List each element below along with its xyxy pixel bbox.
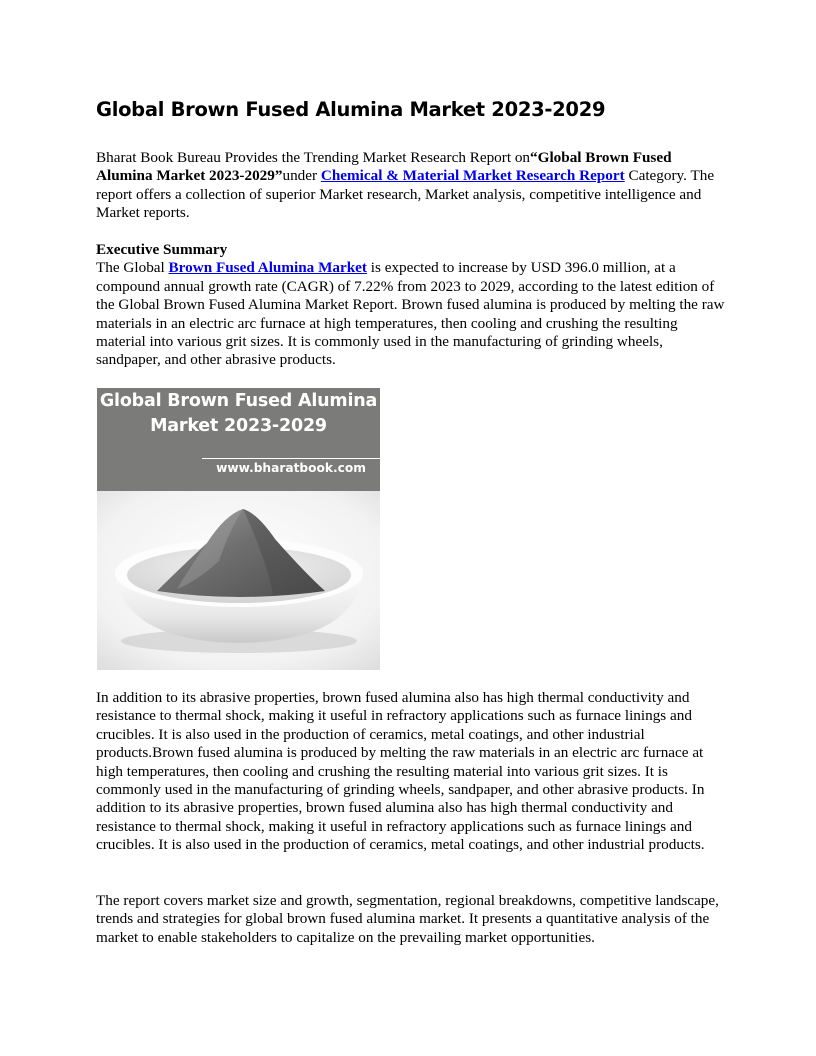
figure-title-line2: Market 2023-2029 [150,416,327,436]
executive-summary-heading: Executive Summary [96,241,228,258]
paragraph-report-coverage: The report covers market size and growth, segmentation, regional breakdowns, competitive landscape, trends and strategies for global brown fused alumina market. It presents a quantitative analysis of the market to enable stakeholders to capitalize on the prevailing market opportunities. [96,892,719,946]
category-link[interactable]: Chemical & Material Market Research Report [320,167,625,185]
market-link[interactable]: Brown Fused Alumina Market [168,259,367,277]
summary-text-rest: is expected to increase by USD 396.0 million, at a compound annual growth rate (CAGR) of 7.22% from 2023 to 2029, according to the latest edition of the Global Brown Fused Alumina Market Report. Brown fused alumina is produced by melting the raw materials in an electric arc furnace at high temperatures, then cooling and crushing the resulting material into various grit sizes. It is commonly used in the manufacturing of grinding wheels, sandpaper, and other abrasive products. [96,259,725,369]
figure-title [97,388,380,439]
figure-title-line1: Global Brown Fused Alumina [99,391,378,411]
intro-text-under: under [282,167,321,185]
page-title: Global Brown Fused Alumina Market 2023-2029 [96,98,606,121]
report-cover-image [97,388,380,670]
executive-summary-paragraph [96,241,726,370]
summary-text-start: The Global [96,259,169,277]
intro-text: Bharat Book Bureau Provides the Trending Market Research Report on [96,149,531,166]
intro-report-title: “Global Brown Fused Alumina Market 2023-2029” [96,149,672,185]
powder-bowl-photo [97,491,380,670]
figure-divider [202,458,380,459]
intro-text-rest: Category. The report offers a collection of superior Market research, Market analysis, competitive intelligence and Market reports. [96,167,715,222]
intro-paragraph [96,149,726,223]
paragraph-properties: In addition to its abrasive properties, brown fused alumina also has high thermal conductivity and resistance to thermal shock, making it useful in refractory applications such as furnace linings and crucibles. It is also used in the production of ceramics, metal coatings, and other industrial products.Brown fused alumina is produced by melting the raw materials in an electric arc furnace at high temperatures, then cooling and crushing the resulting material into various grit sizes. It is commonly used in the manufacturing of grinding wheels, sandpaper, and other abrasive products. In addition to its abrasive properties, brown fused alumina also has high thermal conductivity and resistance to thermal shock, making it useful in refractory applications such as furnace linings and crucibles. It is also used in the production of ceramics, metal coatings, and other industrial products. [96,689,705,854]
figure-website: www.bharatbook.com [216,461,366,475]
